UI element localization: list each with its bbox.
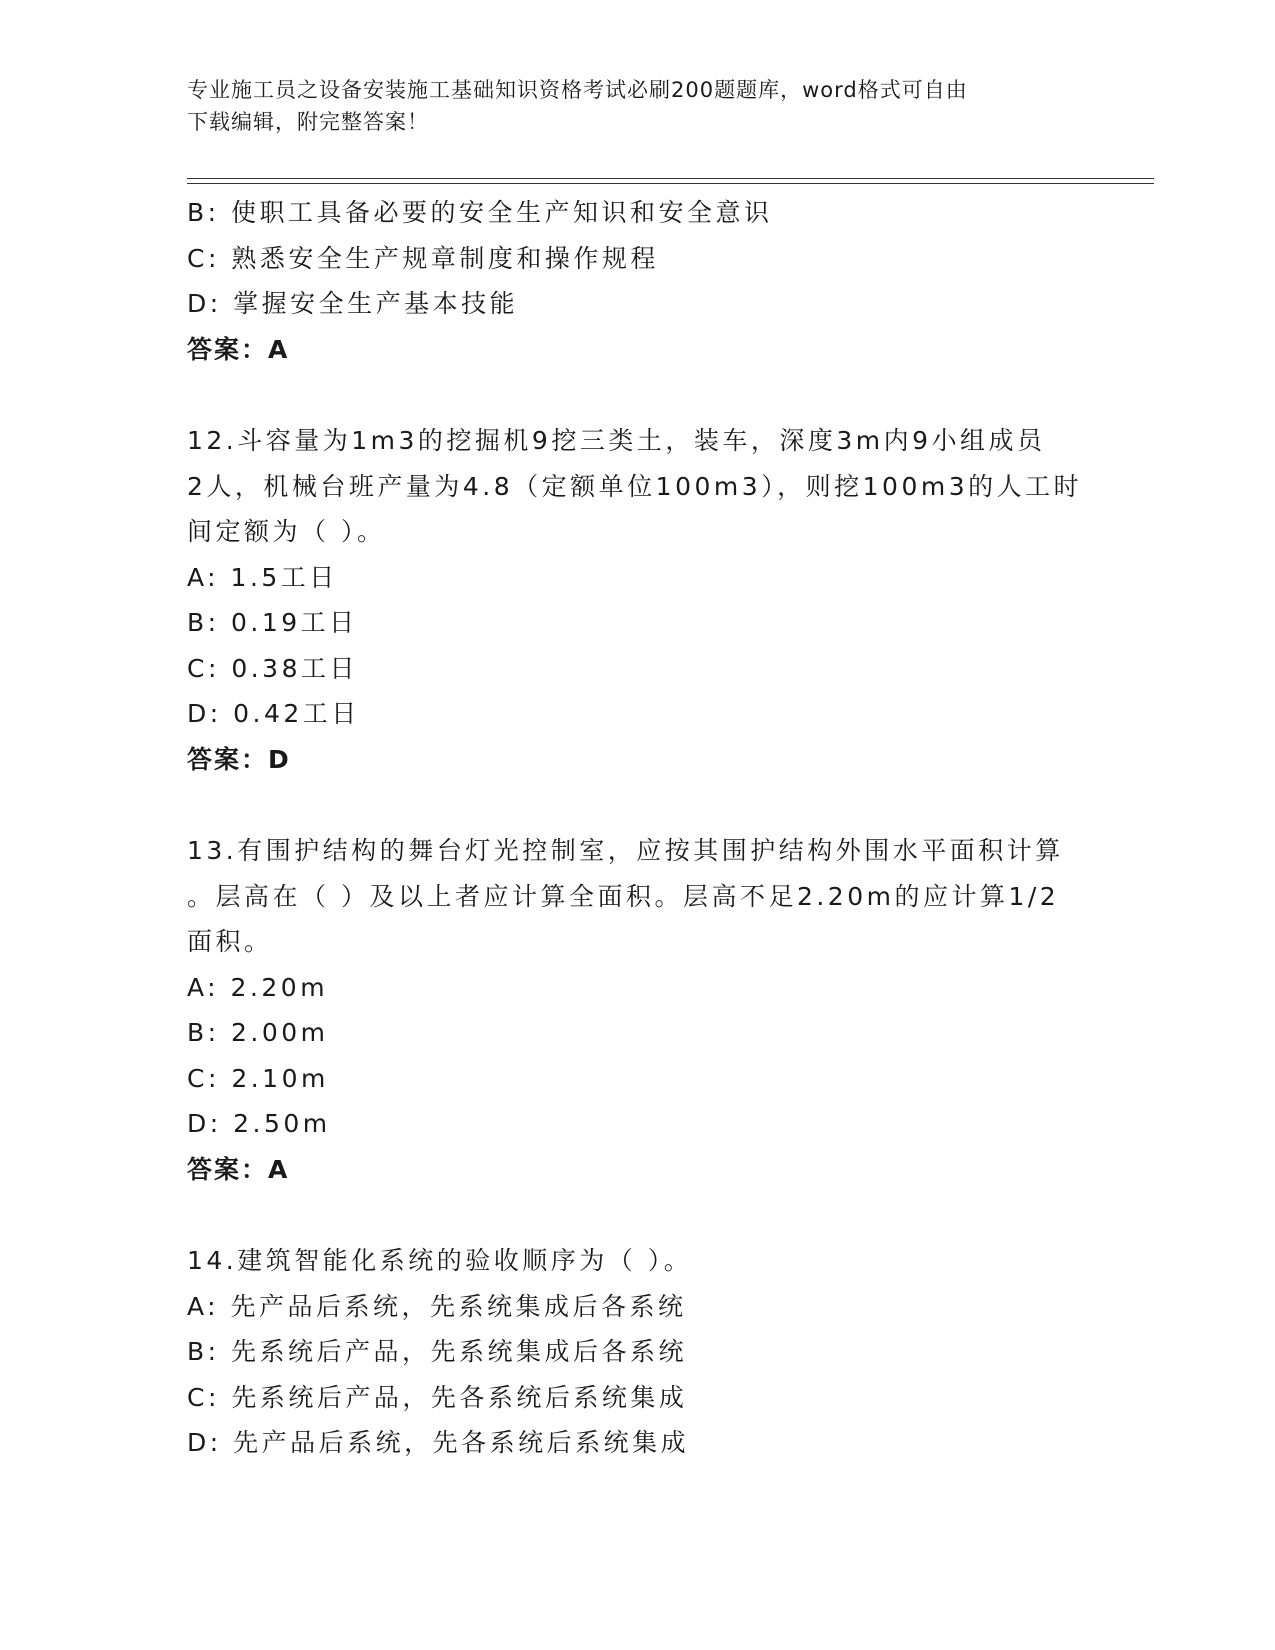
option-d: D: 掌握安全生产基本技能	[187, 289, 519, 318]
question-text-line: 14.建筑智能化系统的验收顺序为（ ）。	[187, 1246, 693, 1275]
question-12	[187, 418, 1087, 782]
question-14	[187, 1238, 1087, 1466]
option-a: A: 先产品后系统，先系统集成后各系统	[187, 1291, 687, 1321]
option-d: D: 0.42工日	[187, 699, 360, 728]
question-text-line: 面积。	[187, 927, 273, 956]
question-text-line: 间定额为（ ）。	[187, 517, 386, 546]
document-header	[187, 74, 1067, 138]
option-b: B: 先系统后产品，先系统集成后各系统	[187, 1337, 688, 1366]
header-divider-top	[187, 178, 1154, 179]
option-c: C: 0.38工日	[187, 653, 358, 683]
option-c: C: 先系统后产品，先各系统后系统集成	[187, 1382, 688, 1412]
option-d: D: 2.50m	[187, 1109, 331, 1138]
question-text-line: 。层高在（ ）及以上者应计算全面积。层高不足2.20m的应计算1/2	[187, 881, 1060, 911]
header-divider-bottom	[187, 183, 1154, 184]
question-text-line: 2人，机械台班产量为4.8（定额单位100m3），则挖100m3的人工时	[187, 471, 1083, 501]
option-c: C: 熟悉安全生产规章制度和操作规程	[187, 243, 659, 273]
question-text-line: 13.有围护结构的舞台灯光控制室，应按其围护结构外围水平面积计算	[187, 836, 1064, 865]
question-13	[187, 828, 1087, 1192]
header-title-line-1: 专业施工员之设备安装施工基础知识资格考试必刷200题题库，word格式可自由	[187, 78, 968, 102]
answer-line: 答案：A	[187, 334, 290, 364]
option-b: B: 0.19工日	[187, 608, 358, 637]
answer-line: 答案：D	[187, 744, 291, 774]
header-title-line-2: 下载编辑，附完整答案！	[187, 110, 429, 134]
option-a: A: 1.5工日	[187, 562, 338, 592]
answer-line: 答案：A	[187, 1154, 290, 1184]
question-list	[187, 190, 1087, 1466]
option-b: B: 2.00m	[187, 1018, 329, 1047]
option-a: A: 2.20m	[187, 972, 329, 1002]
option-b: B: 使职工具备必要的安全生产知识和安全意识	[187, 198, 773, 227]
option-c: C: 2.10m	[187, 1063, 329, 1093]
question-text-line: 12.斗容量为1m3的挖掘机9挖三类土，装车，深度3m内9小组成员	[187, 426, 1046, 455]
option-d: D: 先产品后系统，先各系统后系统集成	[187, 1428, 690, 1457]
previous-question-tail	[187, 190, 1087, 372]
